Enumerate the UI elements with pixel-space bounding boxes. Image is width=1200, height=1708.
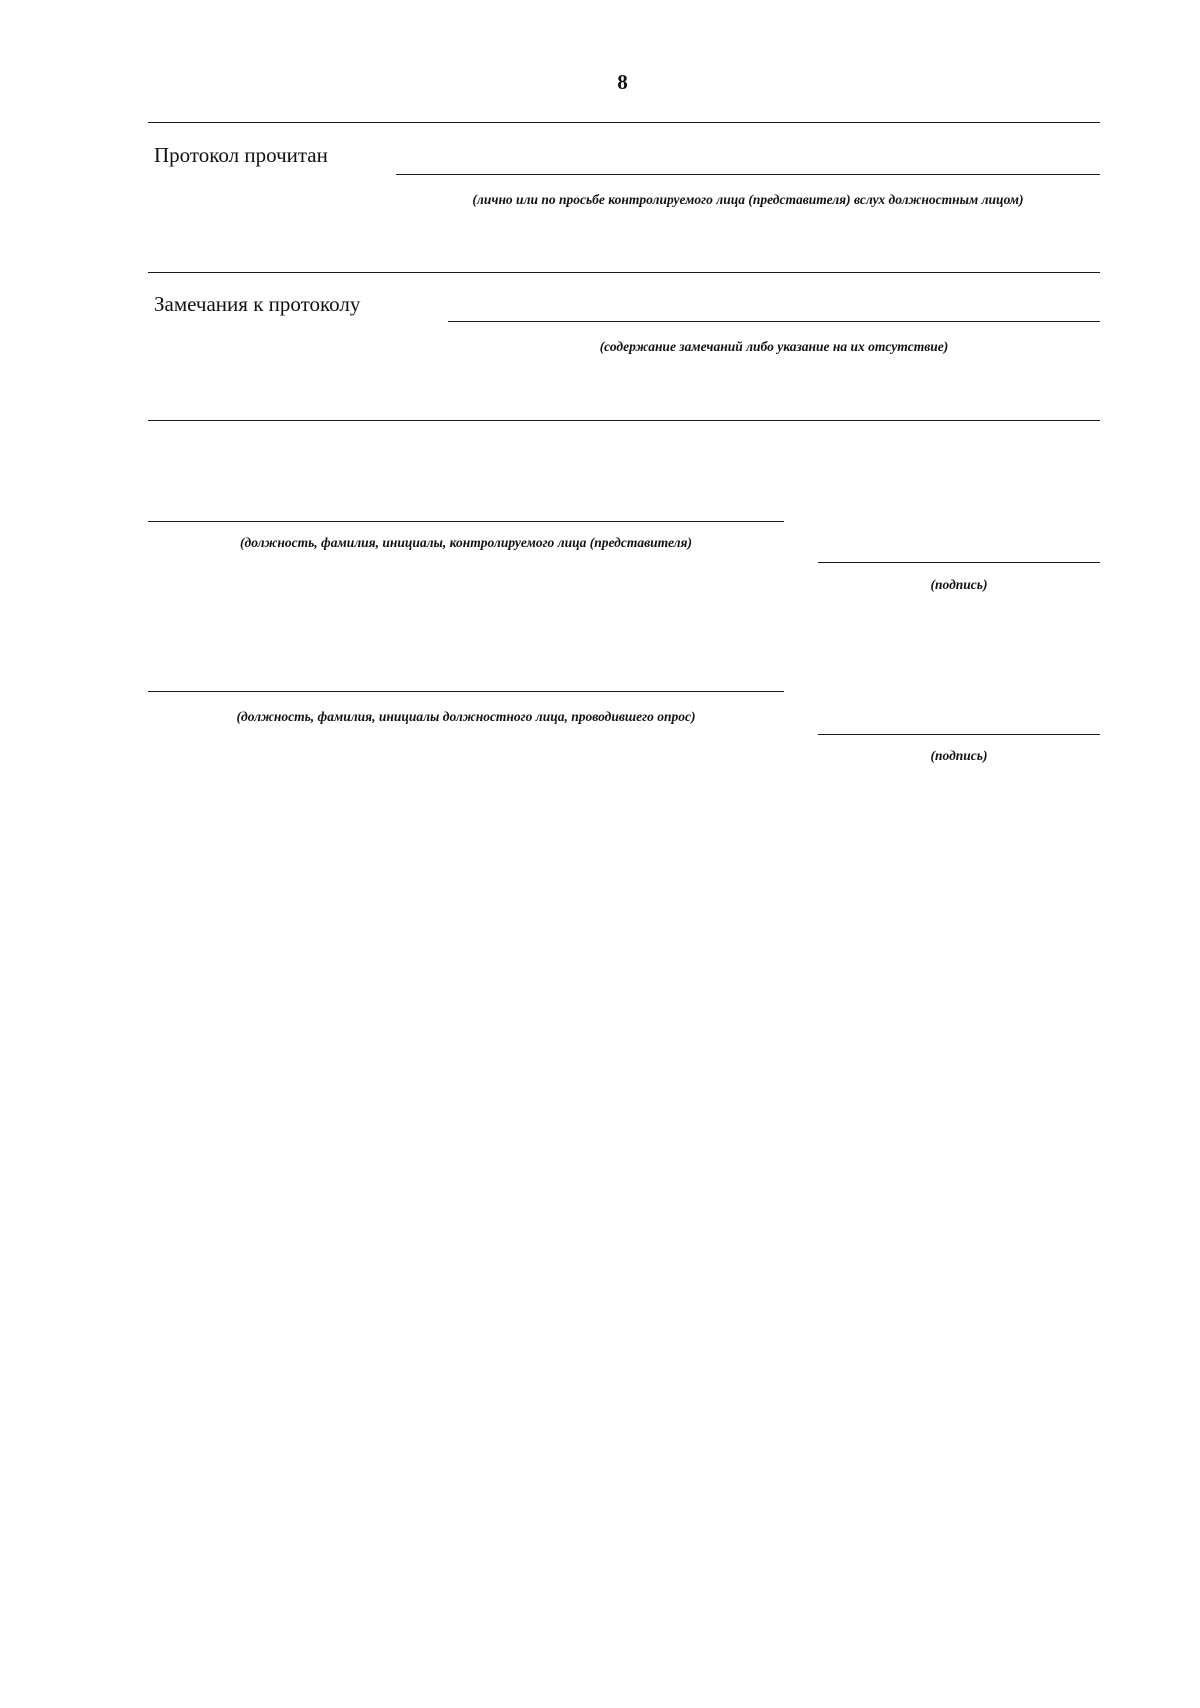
official-caption: (должность, фамилия, инициалы должностного лица, проводившего опрос) bbox=[236, 709, 696, 724]
page-number: 8 bbox=[617, 70, 628, 94]
official-signature-line bbox=[818, 734, 1100, 735]
controlled-person-name-line bbox=[148, 521, 784, 522]
protocol-read-label: Протокол прочитан bbox=[154, 143, 328, 167]
controlled-person-caption: (должность, фамилия, инициалы, контролируемого лица (представителя) bbox=[240, 535, 692, 550]
top-divider-line bbox=[148, 122, 1100, 123]
protocol-read-caption: (лично или по просьбе контролируемого лица (представителя) вслух должностным лицом) bbox=[472, 192, 1024, 207]
remarks-fill-line bbox=[448, 321, 1100, 322]
remarks-caption: (содержание замечаний либо указание на их отсутствие) bbox=[599, 339, 949, 354]
remarks-continuation-line bbox=[148, 420, 1100, 421]
controlled-person-signature-line bbox=[818, 562, 1100, 563]
protocol-read-continuation-line bbox=[148, 272, 1100, 273]
controlled-person-signature-caption: (подпись) bbox=[930, 577, 988, 592]
official-name-line bbox=[148, 691, 784, 692]
remarks-label: Замечания к протоколу bbox=[154, 292, 361, 316]
official-signature-caption: (подпись) bbox=[930, 748, 988, 763]
protocol-read-fill-line bbox=[396, 174, 1100, 175]
